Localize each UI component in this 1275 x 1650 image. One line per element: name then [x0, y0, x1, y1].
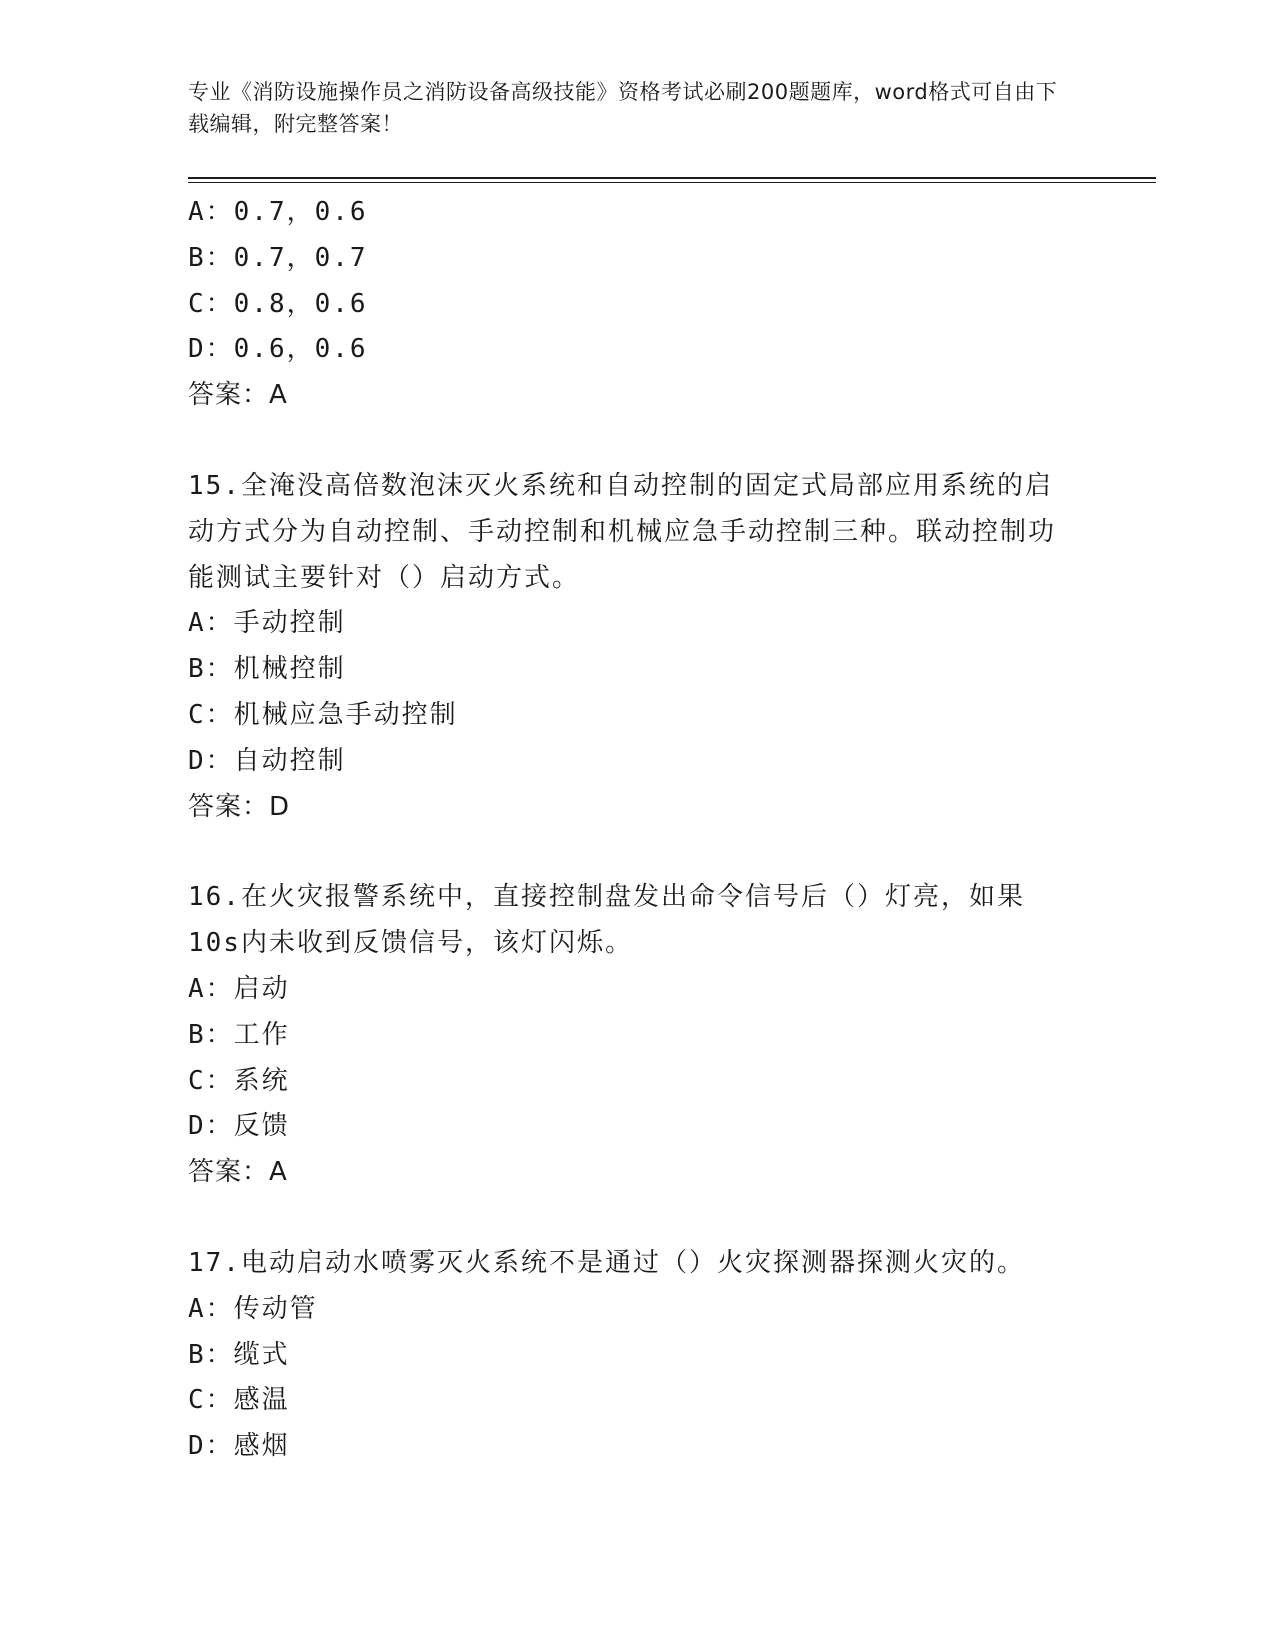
question-15 [188, 464, 1088, 830]
question-text: 17.电动启动水喷雾灭火系统不是通过（）火灾探测器探测火灾的。 [188, 1247, 1025, 1278]
prev-question-block [188, 190, 1088, 419]
option-a: A：启动 [188, 973, 290, 1004]
option-d: D：反馈 [188, 1111, 290, 1142]
option-b: B：机械控制 [188, 654, 346, 685]
option-d: D：0.6，0.6 [188, 334, 368, 365]
question-17 [188, 1241, 1088, 1470]
option-a: A：0.7，0.6 [188, 197, 368, 227]
option-a: A：手动控制 [188, 608, 346, 639]
header-text: 专业《消防设施操作员之消防设备高级技能》资格考试必刷200题题库，word格式可自由下载编辑，附完整答案！ [188, 80, 1058, 136]
answer-line: 答案：A [188, 1157, 288, 1188]
option-b: B：0.7，0.7 [188, 242, 368, 273]
question-list [188, 190, 1088, 1470]
option-d: D：自动控制 [188, 745, 346, 776]
option-a: A：传动管 [188, 1293, 318, 1324]
answer-line: 答案：A [188, 380, 288, 411]
header-divider-thin [188, 182, 1156, 183]
question-16 [188, 875, 1088, 1196]
option-c: C：机械应急手动控制 [188, 699, 458, 730]
answer-line: 答案：D [188, 791, 291, 822]
question-text: 16.在火灾报警系统中，直接控制盘发出命令信号后（）灯亮，如果10s内未收到反馈信号，该灯闪烁。 [188, 882, 1025, 959]
option-d: D：感烟 [188, 1431, 290, 1462]
option-c: C：系统 [188, 1065, 290, 1096]
header-divider-thick [188, 177, 1156, 179]
document-header [188, 76, 1068, 140]
option-b: B：缆式 [188, 1339, 290, 1370]
option-b: B：工作 [188, 1019, 290, 1050]
option-c: C：0.8，0.6 [188, 288, 368, 319]
question-text: 15.全淹没高倍数泡沫灭火系统和自动控制的固定式局部应用系统的启动方式分为自动控制、手动控制和机械应急手动控制三种。联动控制功能测试主要针对（）启动方式。 [188, 470, 1057, 593]
option-c: C：感温 [188, 1385, 290, 1416]
